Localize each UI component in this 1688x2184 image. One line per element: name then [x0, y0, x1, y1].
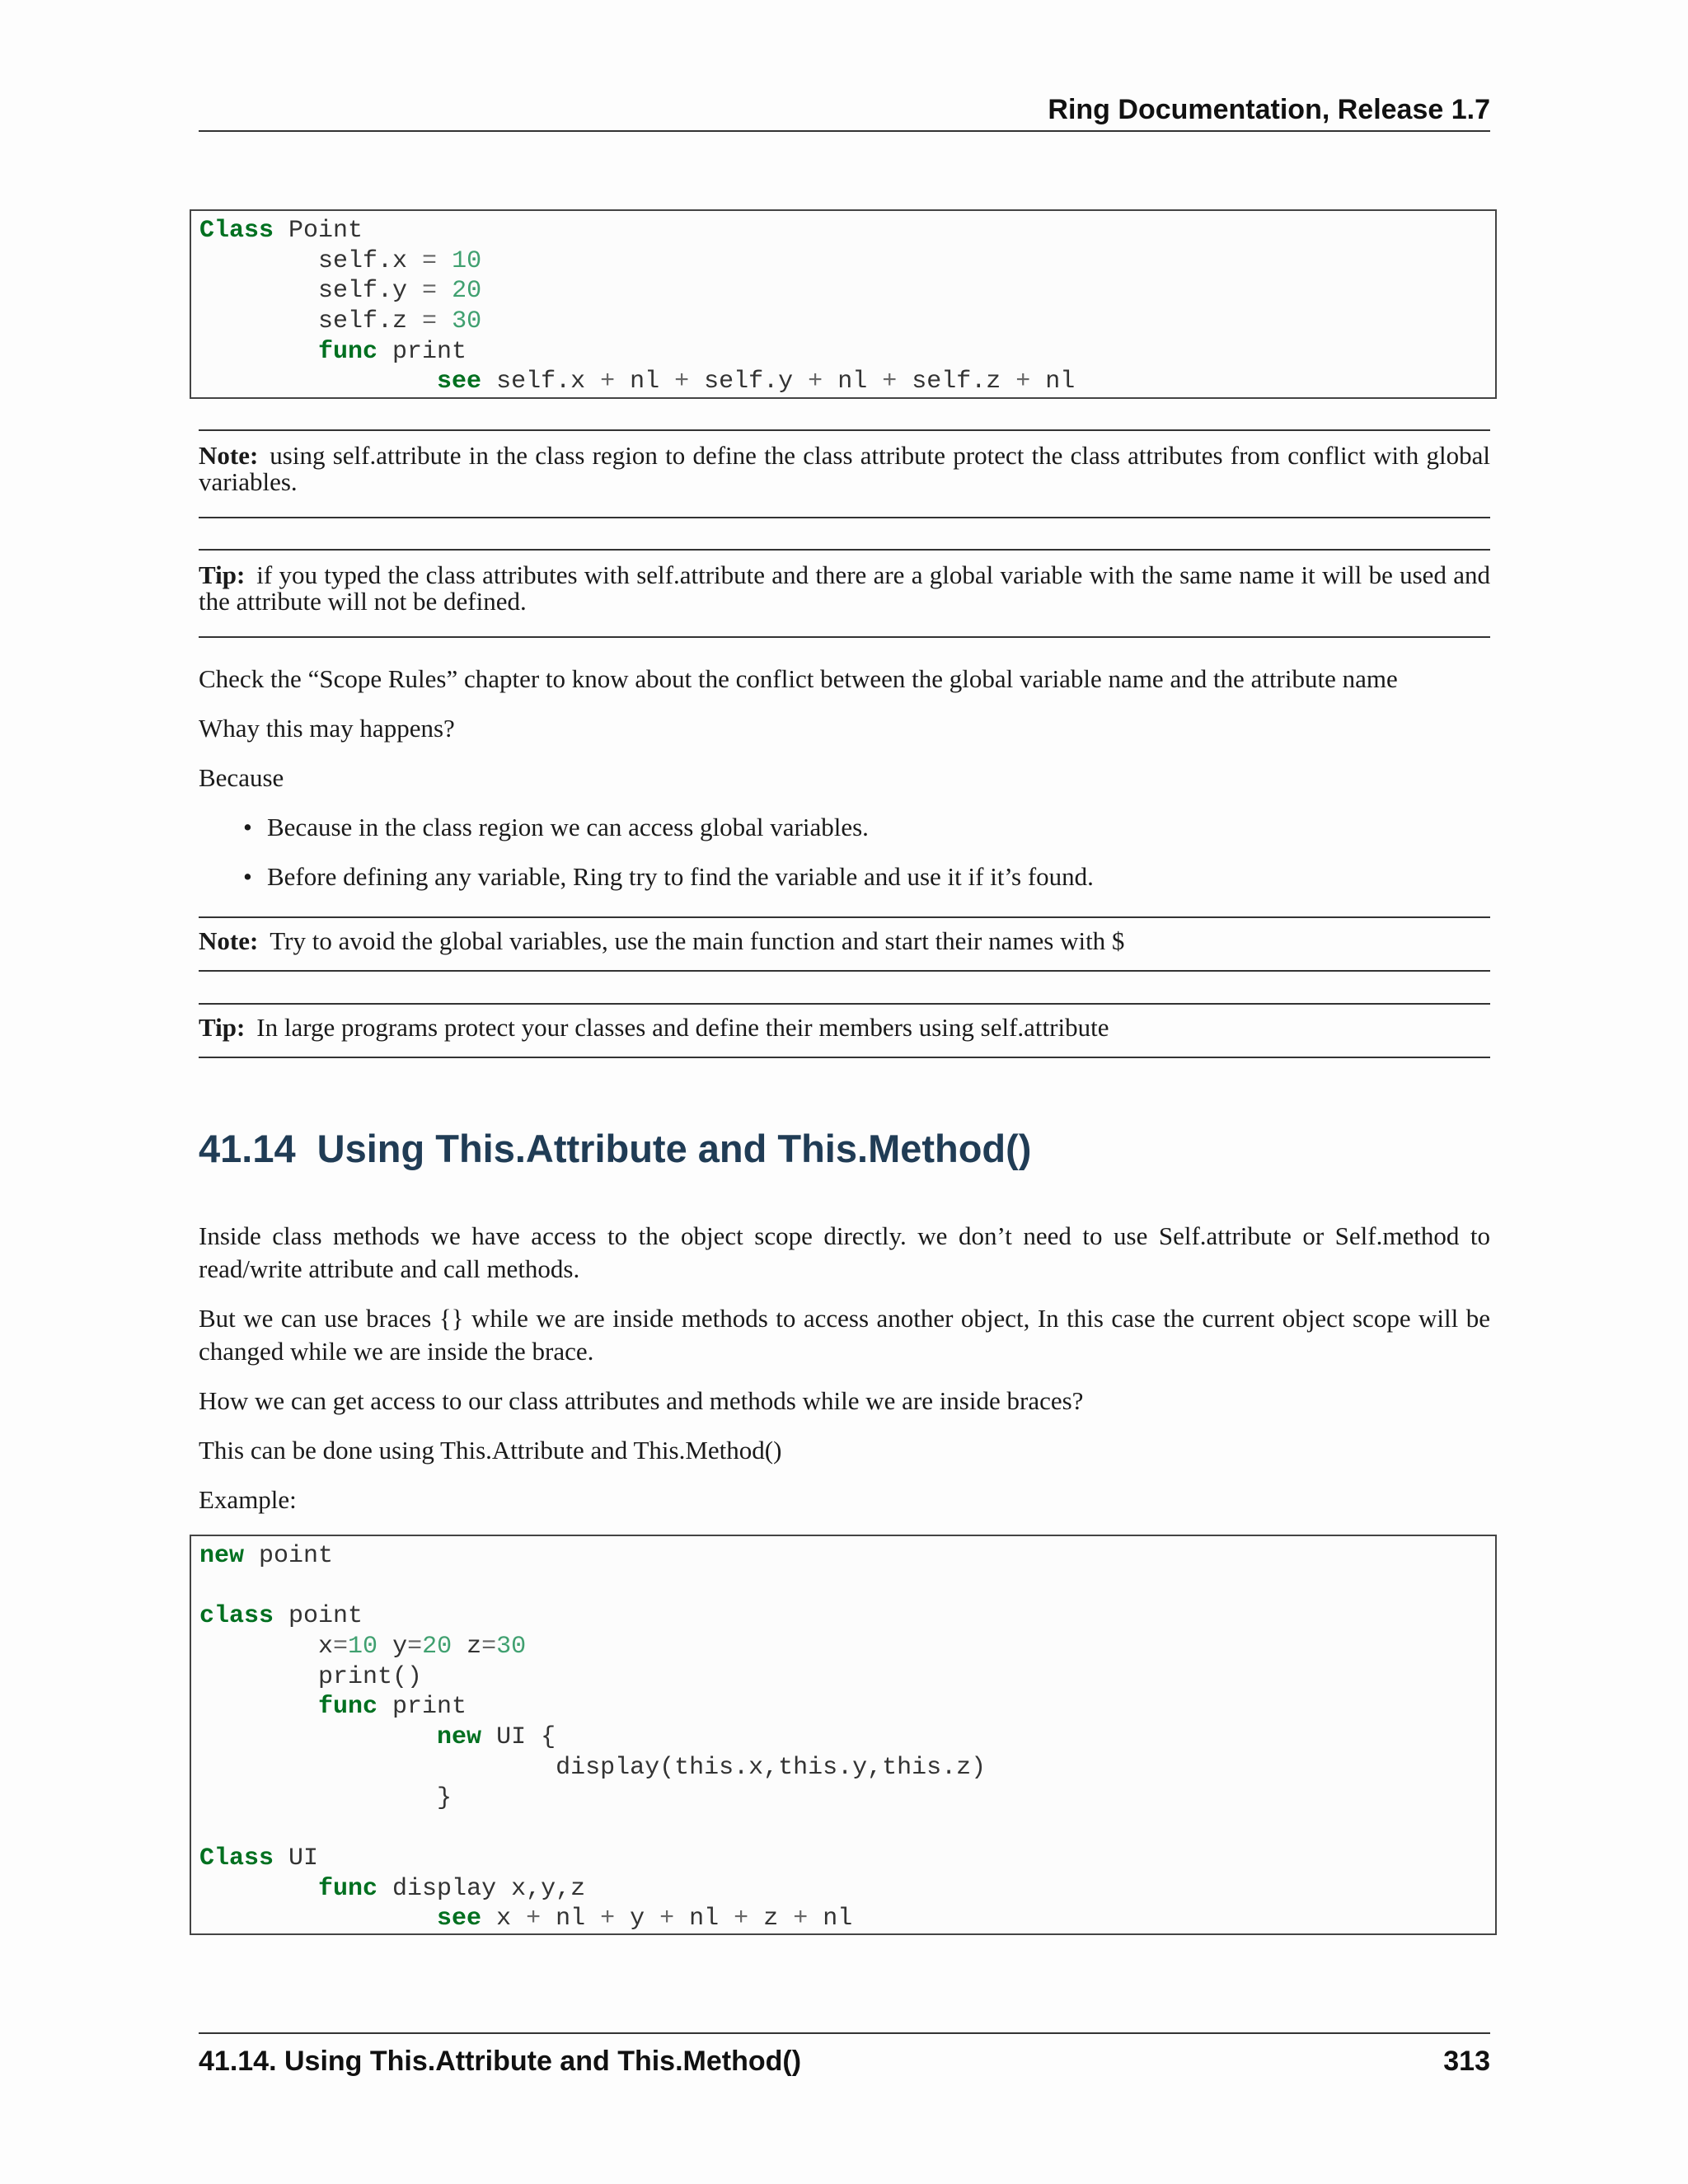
code-line: new UI { — [437, 1723, 556, 1752]
paragraph-because: Because — [199, 763, 284, 792]
tip-label: Tip: — [199, 560, 246, 589]
page-footer — [199, 2032, 1490, 2083]
section-number: 41.14 — [199, 1127, 296, 1170]
code-line: class point — [199, 1602, 363, 1631]
tip-text: In large programs protect your classes and define their members using self.attribute — [256, 1013, 1109, 1042]
page-header — [199, 91, 1490, 132]
code-line: } — [199, 1783, 452, 1812]
code-line: print() — [199, 1662, 423, 1691]
code-line: func print — [318, 1693, 467, 1722]
code-line: self.z = 30 — [199, 307, 482, 336]
tip-admonition — [199, 1003, 1490, 1058]
tip-admonition — [199, 549, 1490, 638]
note-text: Try to avoid the global variables, use the main function and start their names with $ — [270, 926, 1125, 955]
paragraph-scope-rules: Check the “Scope Rules” chapter to know about the conflict between the global variable name and the attribute name — [199, 664, 1398, 693]
paragraph-question: How we can get access to our class attributes and methods while we are inside braces? — [199, 1386, 1084, 1415]
tip-label: Tip: — [199, 1013, 246, 1042]
bullet-icon: • — [243, 813, 252, 841]
code-line: self.x = 10 — [199, 246, 482, 275]
paragraph-this-method: This can be done using This.Attribute and This.Method() — [199, 1436, 782, 1465]
note-admonition — [199, 429, 1490, 518]
bullet-icon: • — [243, 862, 252, 891]
code-line: see x + nl + y + nl + z + nl — [437, 1905, 853, 1933]
code-line: new point — [199, 1542, 334, 1570]
paragraph-braces: But we can use braces {} while we are inside methods to access another object, In this case the current object scope will be changed while we are inside the brace. — [199, 1304, 1490, 1366]
code-line: func print — [318, 337, 467, 366]
code-line: self.y = 20 — [199, 277, 482, 306]
code-line: Class UI — [199, 1844, 319, 1872]
note-text: using self.attribute in the class region to define the class attribute protect the class attributes from conflict with global variables. — [199, 441, 1490, 496]
paragraph-why: Whay this may happens? — [199, 714, 455, 743]
code-line — [199, 1572, 1487, 1602]
code-block-point-class — [190, 209, 1497, 399]
paragraph-object-scope: Inside class methods we have access to the object scope directly. we don’t need to use Self.attribute or Self.method to read/write attribute and call methods. — [199, 1221, 1490, 1283]
code-line: display(this.x,this.y,this.z) — [199, 1753, 987, 1782]
footer-section-ref: 41.14. Using This.Attribute and This.Method() — [199, 2046, 802, 2077]
code-line: func display x,y,z — [318, 1874, 586, 1903]
tip-text: if you typed the class attributes with self.attribute and there are a global variable with the same name it will be used and the attribute will not be defined. — [199, 560, 1490, 616]
paragraph-example-label: Example: — [199, 1485, 297, 1514]
code-line: Class Point — [199, 217, 363, 245]
code-line — [199, 1813, 1487, 1844]
note-admonition — [199, 916, 1490, 972]
code-block-this-example — [190, 1535, 1497, 1935]
note-label: Note: — [199, 926, 259, 955]
page-number: 313 — [1443, 2046, 1490, 2077]
note-label: Note: — [199, 441, 259, 470]
section-title: Using This.Attribute and This.Method() — [316, 1127, 1032, 1170]
document-title: Ring Documentation, Release 1.7 — [1048, 94, 1490, 125]
section-heading — [199, 1126, 1031, 1171]
code-line: see self.x + nl + self.y + nl + self.z + nl — [437, 368, 1076, 396]
code-line: x=10 y=20 z=30 — [199, 1633, 527, 1661]
